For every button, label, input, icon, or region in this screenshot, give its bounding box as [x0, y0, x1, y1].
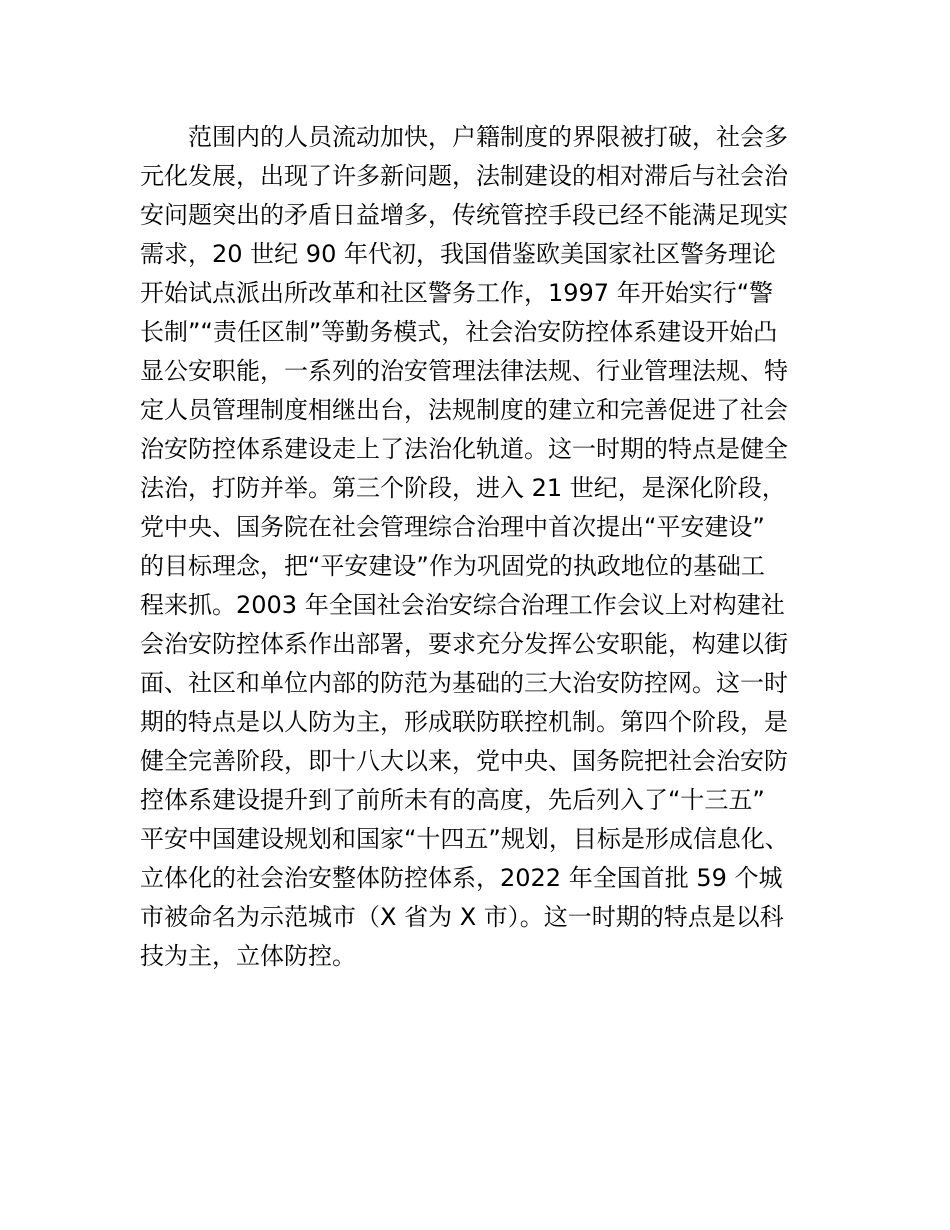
paragraph-line: 期的特点是以人防为主，形成联防联控机制。第四个阶段，是 [140, 708, 788, 736]
paragraph-line: 市被命名为示范城市（X 省为 X 市）。这一时期的特点是以科 [140, 903, 784, 931]
paragraph-line: 会治安防控体系作出部署，要求充分发挥公安职能，构建以街 [140, 630, 788, 658]
paragraph-line: 程来抓。2003 年全国社会治安综合治理工作会议上对构建社 [140, 591, 785, 619]
paragraph-line: 元化发展，出现了许多新问题，法制建设的相对滞后与社会治 [140, 162, 788, 190]
paragraph-line: 范围内的人员流动加快，户籍制度的界限被打破，社会多 [188, 123, 788, 151]
paragraph-line: 控体系建设提升到了前所未有的高度，先后列入了“十三五” [140, 786, 765, 814]
paragraph-line: 长制”“责任区制”等勤务模式，社会治安防控体系建设开始凸 [140, 318, 778, 346]
paragraph-line: 显公安职能，一系列的治安管理法律法规、行业管理法规、特 [140, 357, 788, 385]
paragraph-line: 法治，打防并举。第三个阶段，进入 21 世纪，是深化阶段， [140, 474, 786, 502]
paragraph-line: 技为主，立体防控。 [140, 942, 356, 970]
paragraph-line: 党中央、国务院在社会管理综合治理中首次提出“平安建设” [140, 513, 765, 541]
body-paragraph [140, 118, 820, 976]
paragraph-line: 平安中国建设规划和国家“十四五”规划，目标是形成信息化、 [140, 825, 789, 853]
paragraph-line: 面、社区和单位内部的防范为基础的三大治安防控网。这一时 [140, 669, 788, 697]
paragraph-line: 的目标理念，把“平安建设”作为巩固党的执政地位的基础工 [140, 552, 765, 580]
paragraph-line: 开始试点派出所改革和社区警务工作，1997 年开始实行“警 [140, 279, 774, 307]
paragraph-line: 健全完善阶段，即十八大以来，党中央、国务院把社会治安防 [140, 747, 788, 775]
paragraph-line: 治安防控体系建设走上了法治化轨道。这一时期的特点是健全 [140, 435, 788, 463]
paragraph-line: 定人员管理制度相继出台，法规制度的建立和完善促进了社会 [140, 396, 788, 424]
paragraph-line: 安问题突出的矛盾日益增多，传统管控手段已经不能满足现实 [140, 201, 788, 229]
paragraph-line: 需求，20 世纪 90 年代初，我国借鉴欧美国家社区警务理论 [140, 240, 776, 268]
paragraph-line: 立体化的社会治安整体防控体系，2022 年全国首批 59 个城 [140, 864, 783, 892]
